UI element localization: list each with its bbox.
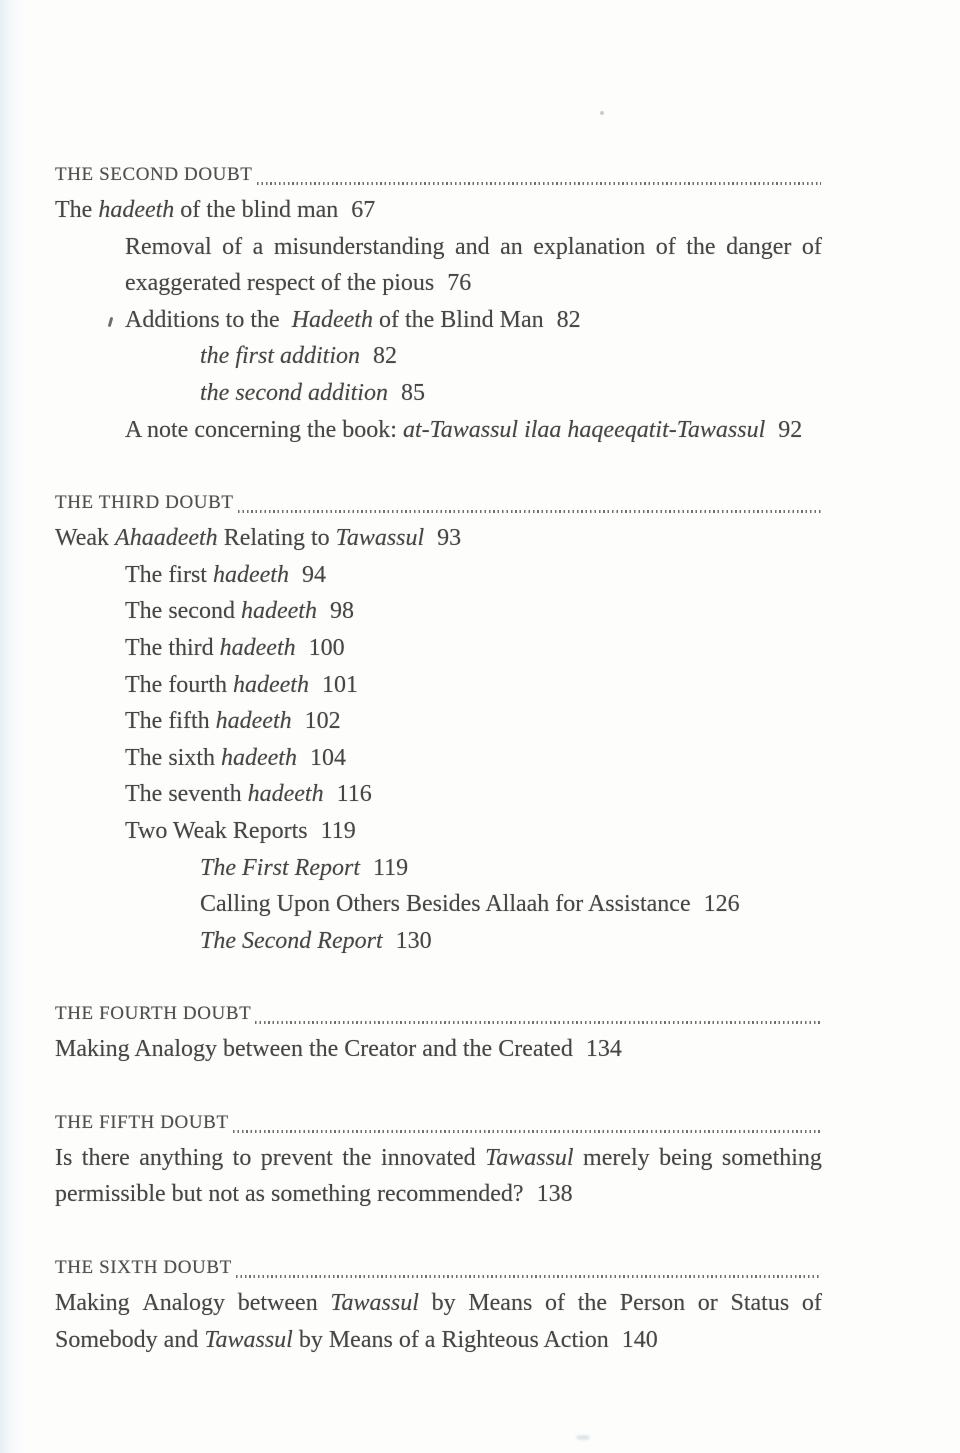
toc-entry-word: of [655,233,676,260]
page-number: 67 [351,197,376,223]
toc-entry-text: Weak [55,525,116,552]
toc-entry-word: Status [730,1290,790,1317]
toc-section [55,1251,822,1358]
toc-entry-text: The sixth [125,744,221,771]
toc-entry-text: The second [125,598,241,625]
toc-entry-word: Means [468,1290,533,1317]
toc-section [55,1106,822,1213]
toc-entry-word: Tawassul [485,1144,574,1171]
toc-entry-text: hadeeth [212,561,289,588]
toc-section-heading [55,1106,822,1140]
toc-entry-word: Removal [125,233,212,260]
toc-entry-text: The First Report [200,854,360,881]
page-number: 119 [320,817,356,844]
toc-entry-text: Relating to [217,525,336,552]
toc-entry-text: The seventh [125,781,248,808]
toc-entry-word: Making [55,1290,130,1317]
toc-entry-word: there [81,1144,130,1171]
page-number: 98 [329,598,354,625]
toc-entry-word: danger [726,233,792,260]
toc-entry-text: The first [125,561,213,588]
toc-entry-text: Ahaadeeth [115,525,218,552]
toc-entry [55,1285,822,1322]
toc-entry [55,520,822,557]
toc-entry-text: the first addition [200,343,361,370]
toc-entry-word: of [545,1290,565,1317]
page-number: 119 [373,854,409,881]
toc-entry [125,412,822,449]
toc-section [55,997,822,1068]
scan-artifact [600,111,604,115]
page-number: 140 [621,1326,658,1353]
toc-entry-word: merely [583,1144,650,1171]
toc-entry [125,229,822,266]
toc-entry-word: and [454,233,490,260]
toc-entry [55,192,822,229]
toc-entry-text: hadeeth [215,708,292,735]
page-number: 104 [309,744,346,771]
toc-entry [125,265,822,302]
page-number: 92 [778,416,803,443]
toc-entry-word: Analogy [142,1290,226,1317]
dotted-leader [257,182,822,185]
page-number: 116 [336,781,372,808]
toc-entry-text: Making Analogy between the Creator and the Created [55,1036,573,1063]
toc-entry-text: of the Blind Man [372,306,544,333]
toc-entry-word: by [431,1290,456,1317]
toc-entry [200,338,822,375]
page-number: 100 [308,634,345,661]
page-number: 76 [447,270,472,297]
toc-entry-text: at-Tawassul ilaa haqeeqatit-Tawassul [402,416,766,443]
scan-artifact [576,1435,590,1440]
toc-entry [125,776,822,813]
toc-entry-text: hadeeth [240,598,317,625]
toc-section-heading [55,1251,822,1285]
toc-entry-text: hadeeth [221,744,297,771]
toc-entry-text: The fourth [125,671,233,698]
toc-entry-text: A note concerning the book: [125,416,403,443]
page-number: 94 [301,561,326,588]
dotted-leader [255,1021,821,1024]
toc-entry-word: to [232,1144,252,1171]
page-number: 138 [536,1181,573,1208]
toc-entry [125,302,822,339]
toc-entry-text: Hadeeth [291,306,373,333]
toc-entry-text: Calling Upon Others Besides Allaah for Assistance [200,891,691,918]
toc-entry-word: between [237,1290,318,1317]
toc-entry-word: Is [55,1144,73,1171]
toc-entry-text: hadeeth [219,634,296,661]
toc-entry-text: exaggerated respect of the pious [125,270,435,297]
toc-entry [125,593,822,630]
toc-entry [55,1140,822,1177]
toc-entry [200,850,822,887]
toc-section-heading-label: THE FOURTH DOUBT [55,1003,252,1025]
toc-entry-text: permissible but not as something recommended? [55,1181,524,1208]
toc-entry [200,886,822,923]
toc-entry-word: or [697,1290,718,1317]
toc-entry-word: being [659,1144,713,1171]
toc-entry-word: the [577,1290,608,1317]
toc-entry-text: the second addition [200,379,388,406]
toc-section-heading [55,158,822,192]
toc-entry [125,667,822,704]
toc-section-heading-label: THE SECOND DOUBT [55,164,253,185]
toc-entry-word: explanation [533,233,646,260]
toc-entry-text: hadeeth [247,781,324,808]
toc-entry [200,375,822,412]
page-number: 85 [400,379,425,406]
dotted-leader [236,1275,821,1278]
toc-entry-text: hadeeth [232,671,309,698]
toc-entry-word: Person [619,1290,686,1317]
toc-section [55,158,822,448]
toc-entry-text: Additions to the [125,306,292,333]
toc-entry-word: of [801,1290,822,1317]
toc-entry-word: prevent [260,1144,333,1171]
page-number: 82 [556,306,581,333]
toc-entry [125,703,822,740]
toc-entry-word: anything [139,1144,224,1171]
toc-entry [200,923,822,960]
toc-entry-word: Tawassul [330,1290,419,1317]
toc-entry-text: hadeeth [98,197,175,223]
toc-entry [55,1176,822,1213]
page-number: 102 [304,708,341,735]
toc [55,158,822,1358]
page-number: 130 [395,927,432,954]
toc-entry-word: something [721,1144,822,1171]
page-number: 134 [585,1036,622,1063]
toc-entry-text: of the blind man [174,197,339,223]
page-number: 101 [321,671,358,698]
toc-entry-word: the [686,233,716,260]
toc-entry [55,1031,822,1068]
toc-entry [55,1322,822,1359]
toc-section [55,486,822,959]
toc-entry [125,740,822,777]
toc-entry-text: Somebody and [55,1326,205,1353]
toc-entry-word: of [222,233,243,260]
toc-section-heading-label: THE FIFTH DOUBT [55,1111,229,1133]
dotted-leader [233,1130,821,1133]
toc-entry-word: a [252,233,264,260]
toc-entry [125,557,822,594]
toc-section-heading-label: THE THIRD DOUBT [55,492,234,514]
toc-entry-text: Tawassul [335,525,425,552]
toc-section-heading-label: THE SIXTH DOUBT [55,1257,232,1279]
toc-entry-text: The fifth [125,708,216,735]
toc-entry-word: misunderstanding [273,233,445,260]
toc-entry [125,813,822,850]
toc-entry-word: innovated [381,1144,476,1171]
toc-entry-text: The Second Report [200,927,383,954]
dotted-leader [238,510,821,513]
toc-section-heading [55,486,822,520]
toc-entry-text: The third [125,634,220,661]
toc-entry-text: The [55,197,99,223]
page-number: 93 [437,525,462,552]
page-number: 126 [703,891,740,918]
toc-entry [125,630,822,667]
toc-section-heading [55,997,822,1031]
toc-entry-text: Two Weak Reports [125,817,308,844]
toc-entry-text: by Means of a Righteous Action [292,1326,609,1353]
toc-entry-word: the [342,1144,372,1171]
page-number: 82 [373,343,398,370]
toc-entry-word: an [500,233,523,260]
toc-entry-word: of [801,233,822,260]
toc-entry-text: Tawassul [204,1326,293,1353]
